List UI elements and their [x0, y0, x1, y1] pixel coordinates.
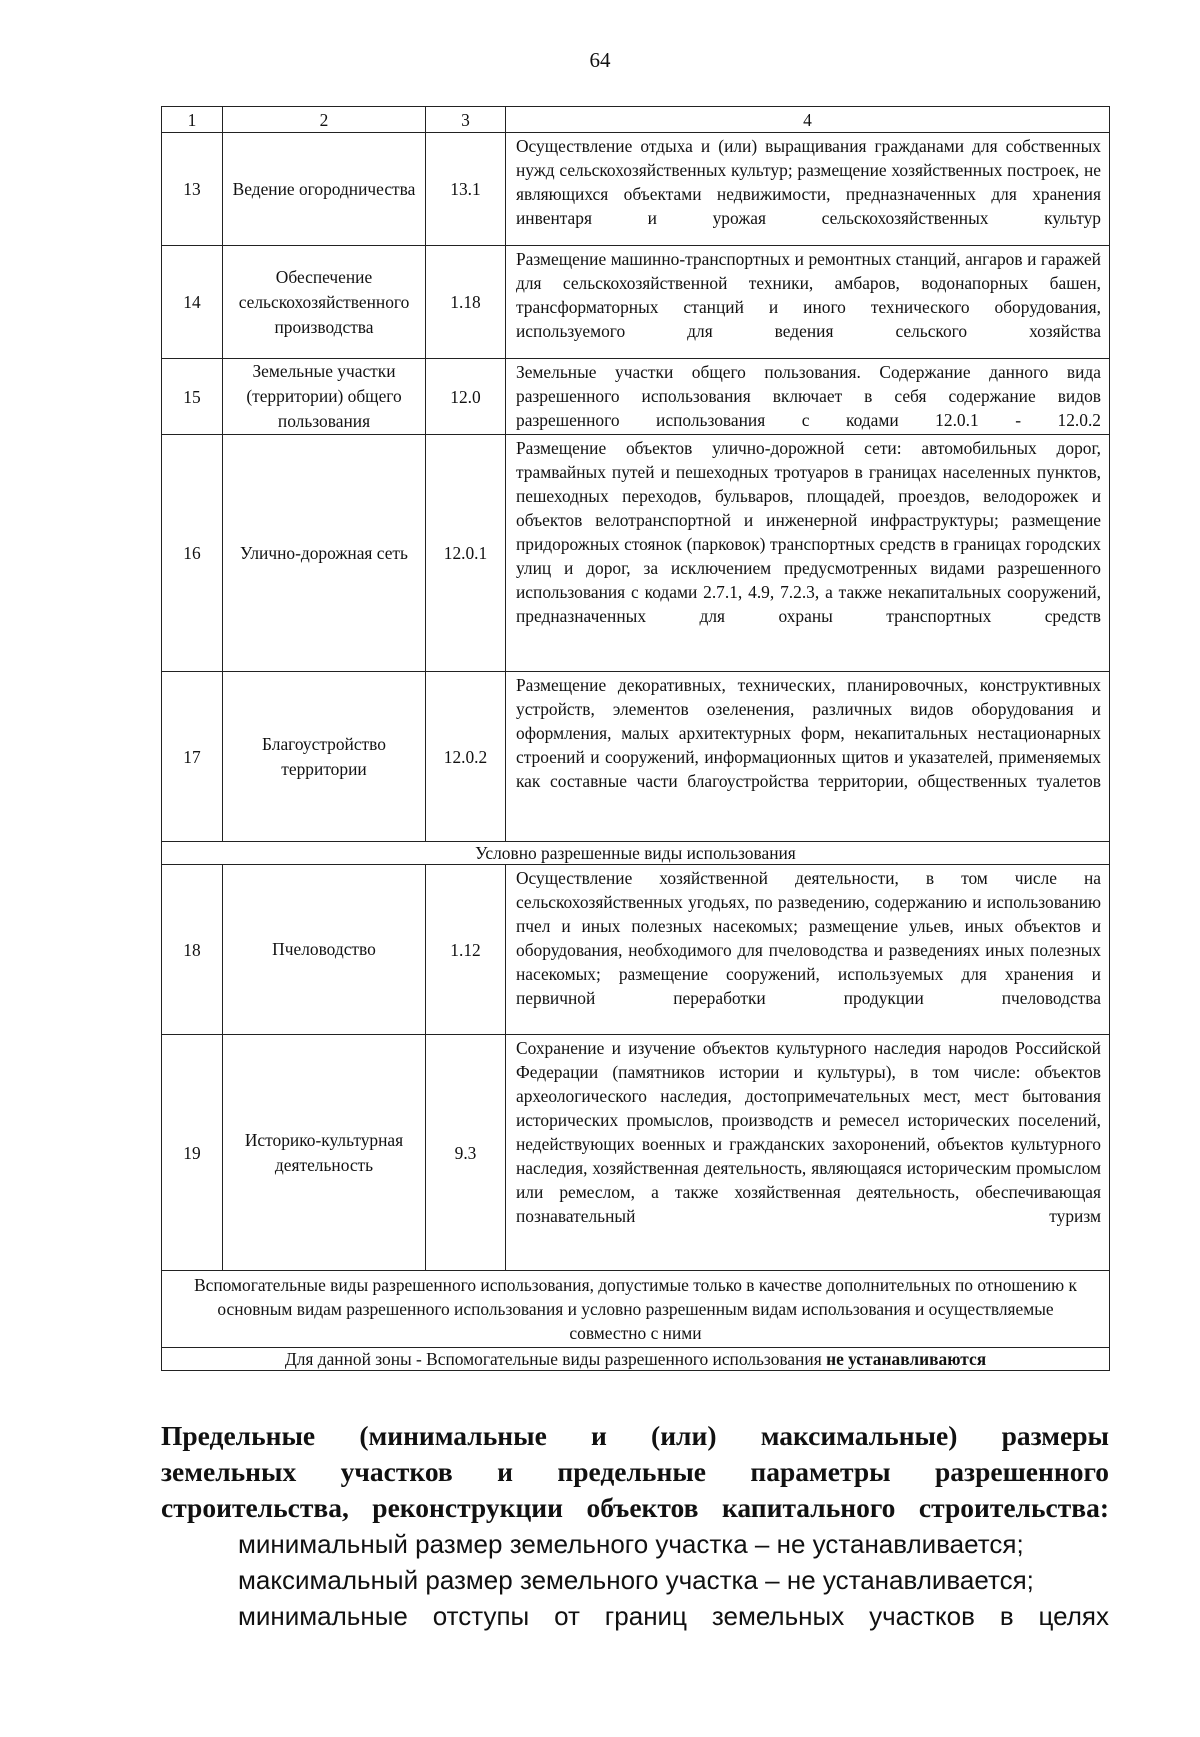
section-heading	[161, 1418, 1109, 1526]
use-type-description: Осуществление отдыха и (или) выращивания гражданами для собственных нужд сельскохозяйственных культур; размещение хозяйственных построек, не являющихся объектами недвижимости, предназначенных для хранения инвентаря и урожая сельскохозяйственных культур	[506, 133, 1110, 246]
table-row	[162, 865, 1110, 1035]
use-type-code: 13.1	[426, 133, 506, 246]
row-number: 14	[162, 246, 223, 359]
use-type-name: Обеспечение сельскохозяйственного производства	[223, 246, 426, 359]
use-type-code: 1.18	[426, 246, 506, 359]
use-type-code: 9.3	[426, 1035, 506, 1271]
table-row	[162, 359, 1110, 435]
use-type-name: Пчеловодство	[223, 865, 426, 1035]
section-title: Условно разрешенные виды использования	[162, 842, 1110, 865]
heading-line: Предельные (минимальные и (или) максимальные) размеры	[161, 1420, 1109, 1451]
final-row-text: Для данной зоны - Вспомогательные виды разрешенного использования	[284, 1349, 827, 1369]
use-type-name: Благоустройство территории	[223, 672, 426, 842]
row-number: 19	[162, 1035, 223, 1271]
use-type-code: 12.0	[426, 359, 506, 435]
use-type-name: Улично-дорожная сеть	[223, 435, 426, 672]
use-type-name: Земельные участки (территории) общего пользования	[223, 359, 426, 435]
table-row	[162, 435, 1110, 672]
use-type-description: Земельные участки общего пользования. Содержание данного вида разрешенного использования включает в себя содержание видов разрешенного использования с кодами 12.0.1 - 12.0.2	[506, 359, 1110, 435]
use-type-description: Размещение объектов улично-дорожной сети: автомобильных дорог, трамвайных путей и пешеходных тротуаров в границах населенных пунктов, пешеходных переходов, бульваров, площадей, проездов, велодорожек и объектов велотранспортной и инженерной инфраструктуры; размещение придорожных стоянок (парковок) транспортных средств в границах городских улиц и дорог, за исключением предусмотренных видами разрешенного использования с кодами 2.7.1, 4.9, 7.2.3, а также некапитальных сооружений, предназначенных для охраны транспортных средств	[506, 435, 1110, 672]
page-number: 64	[589, 48, 611, 72]
column-number-2: 2	[223, 107, 426, 133]
use-type-description: Размещение декоративных, технических, планировочных, конструктивных устройств, элементов озеленения, различных видов оборудования и оформления, малых архитектурных форм, некапитальных нестационарных строений и сооружений, информационных щитов и указателей, применяемых как составные части благоустройства территории, общественных туалетов	[506, 672, 1110, 842]
section-row-conditional	[162, 842, 1110, 865]
row-number: 18	[162, 865, 223, 1035]
table-row	[162, 246, 1110, 359]
use-type-description: Сохранение и изучение объектов культурного наследия народов Российской Федерации (памятников истории и культуры), в том числе: объектов археологического наследия, достопримечательных мест, мест бытования исторических промыслов, производств и ремесел исторических поселений, недействующих военных и гражданских захоронений, объектов культурного наследия, хозяйственная деятельность, являющаяся историческим промыслом или ремеслом, а также хозяйственная деятельность, обеспечивающая познавательный туризм	[506, 1035, 1110, 1271]
use-type-name: Историко-культурная деятельность	[223, 1035, 426, 1271]
paragraph-line: минимальные отступы от границ земельных участков в целях	[238, 1601, 1109, 1631]
section-title: Вспомогательные виды разрешенного использования, допустимые только в качестве дополнительных по отношению к основным видам разрешенного использования и условно разрешенным видам использования и осуществляемые совместно с ними	[162, 1271, 1110, 1348]
column-number-3: 3	[426, 107, 506, 133]
section-row-auxiliary	[162, 1271, 1110, 1348]
paragraph-line: максимальный размер земельного участка – не устанавливается;	[238, 1565, 1034, 1595]
column-number-1: 1	[162, 107, 223, 133]
land-use-table	[161, 106, 1110, 1371]
column-number-4: 4	[506, 107, 1110, 133]
final-row	[162, 1348, 1110, 1371]
row-number: 16	[162, 435, 223, 672]
use-type-code: 12.0.2	[426, 672, 506, 842]
row-number: 17	[162, 672, 223, 842]
heading-line: земельных участков и предельные параметры разрешенного	[161, 1456, 1109, 1487]
heading-line: строительства, реконструкции объектов капитального строительства:	[161, 1492, 1109, 1523]
use-type-name: Ведение огородничества	[223, 133, 426, 246]
paragraph-line: минимальный размер земельного участка – не устанавливается;	[238, 1529, 1024, 1559]
table-row	[162, 133, 1110, 246]
table-row	[162, 672, 1110, 842]
row-number: 15	[162, 359, 223, 435]
use-type-code: 1.12	[426, 865, 506, 1035]
use-type-code: 12.0.1	[426, 435, 506, 672]
final-row-emphasis: не устанавливаются	[826, 1349, 987, 1369]
use-type-description: Осуществление хозяйственной деятельности, в том числе на сельскохозяйственных угодьях, по разведению, содержанию и использованию пчел и иных полезных насекомых; размещение ульев, иных объектов и оборудования, необходимого для пчеловодства и разведениях иных полезных насекомых; размещение сооружений, используемых для хранения и первичной переработки продукции пчеловодства	[506, 865, 1110, 1035]
table-header-row	[162, 107, 1110, 133]
row-number: 13	[162, 133, 223, 246]
use-type-description: Размещение машинно-транспортных и ремонтных станций, ангаров и гаражей для сельскохозяйственной техники, амбаров, водонапорных башен, трансформаторных станций и иного технического оборудования, используемого для ведения сельского хозяйства	[506, 246, 1110, 359]
final-row-cell	[162, 1348, 1110, 1371]
table-row	[162, 1035, 1110, 1271]
